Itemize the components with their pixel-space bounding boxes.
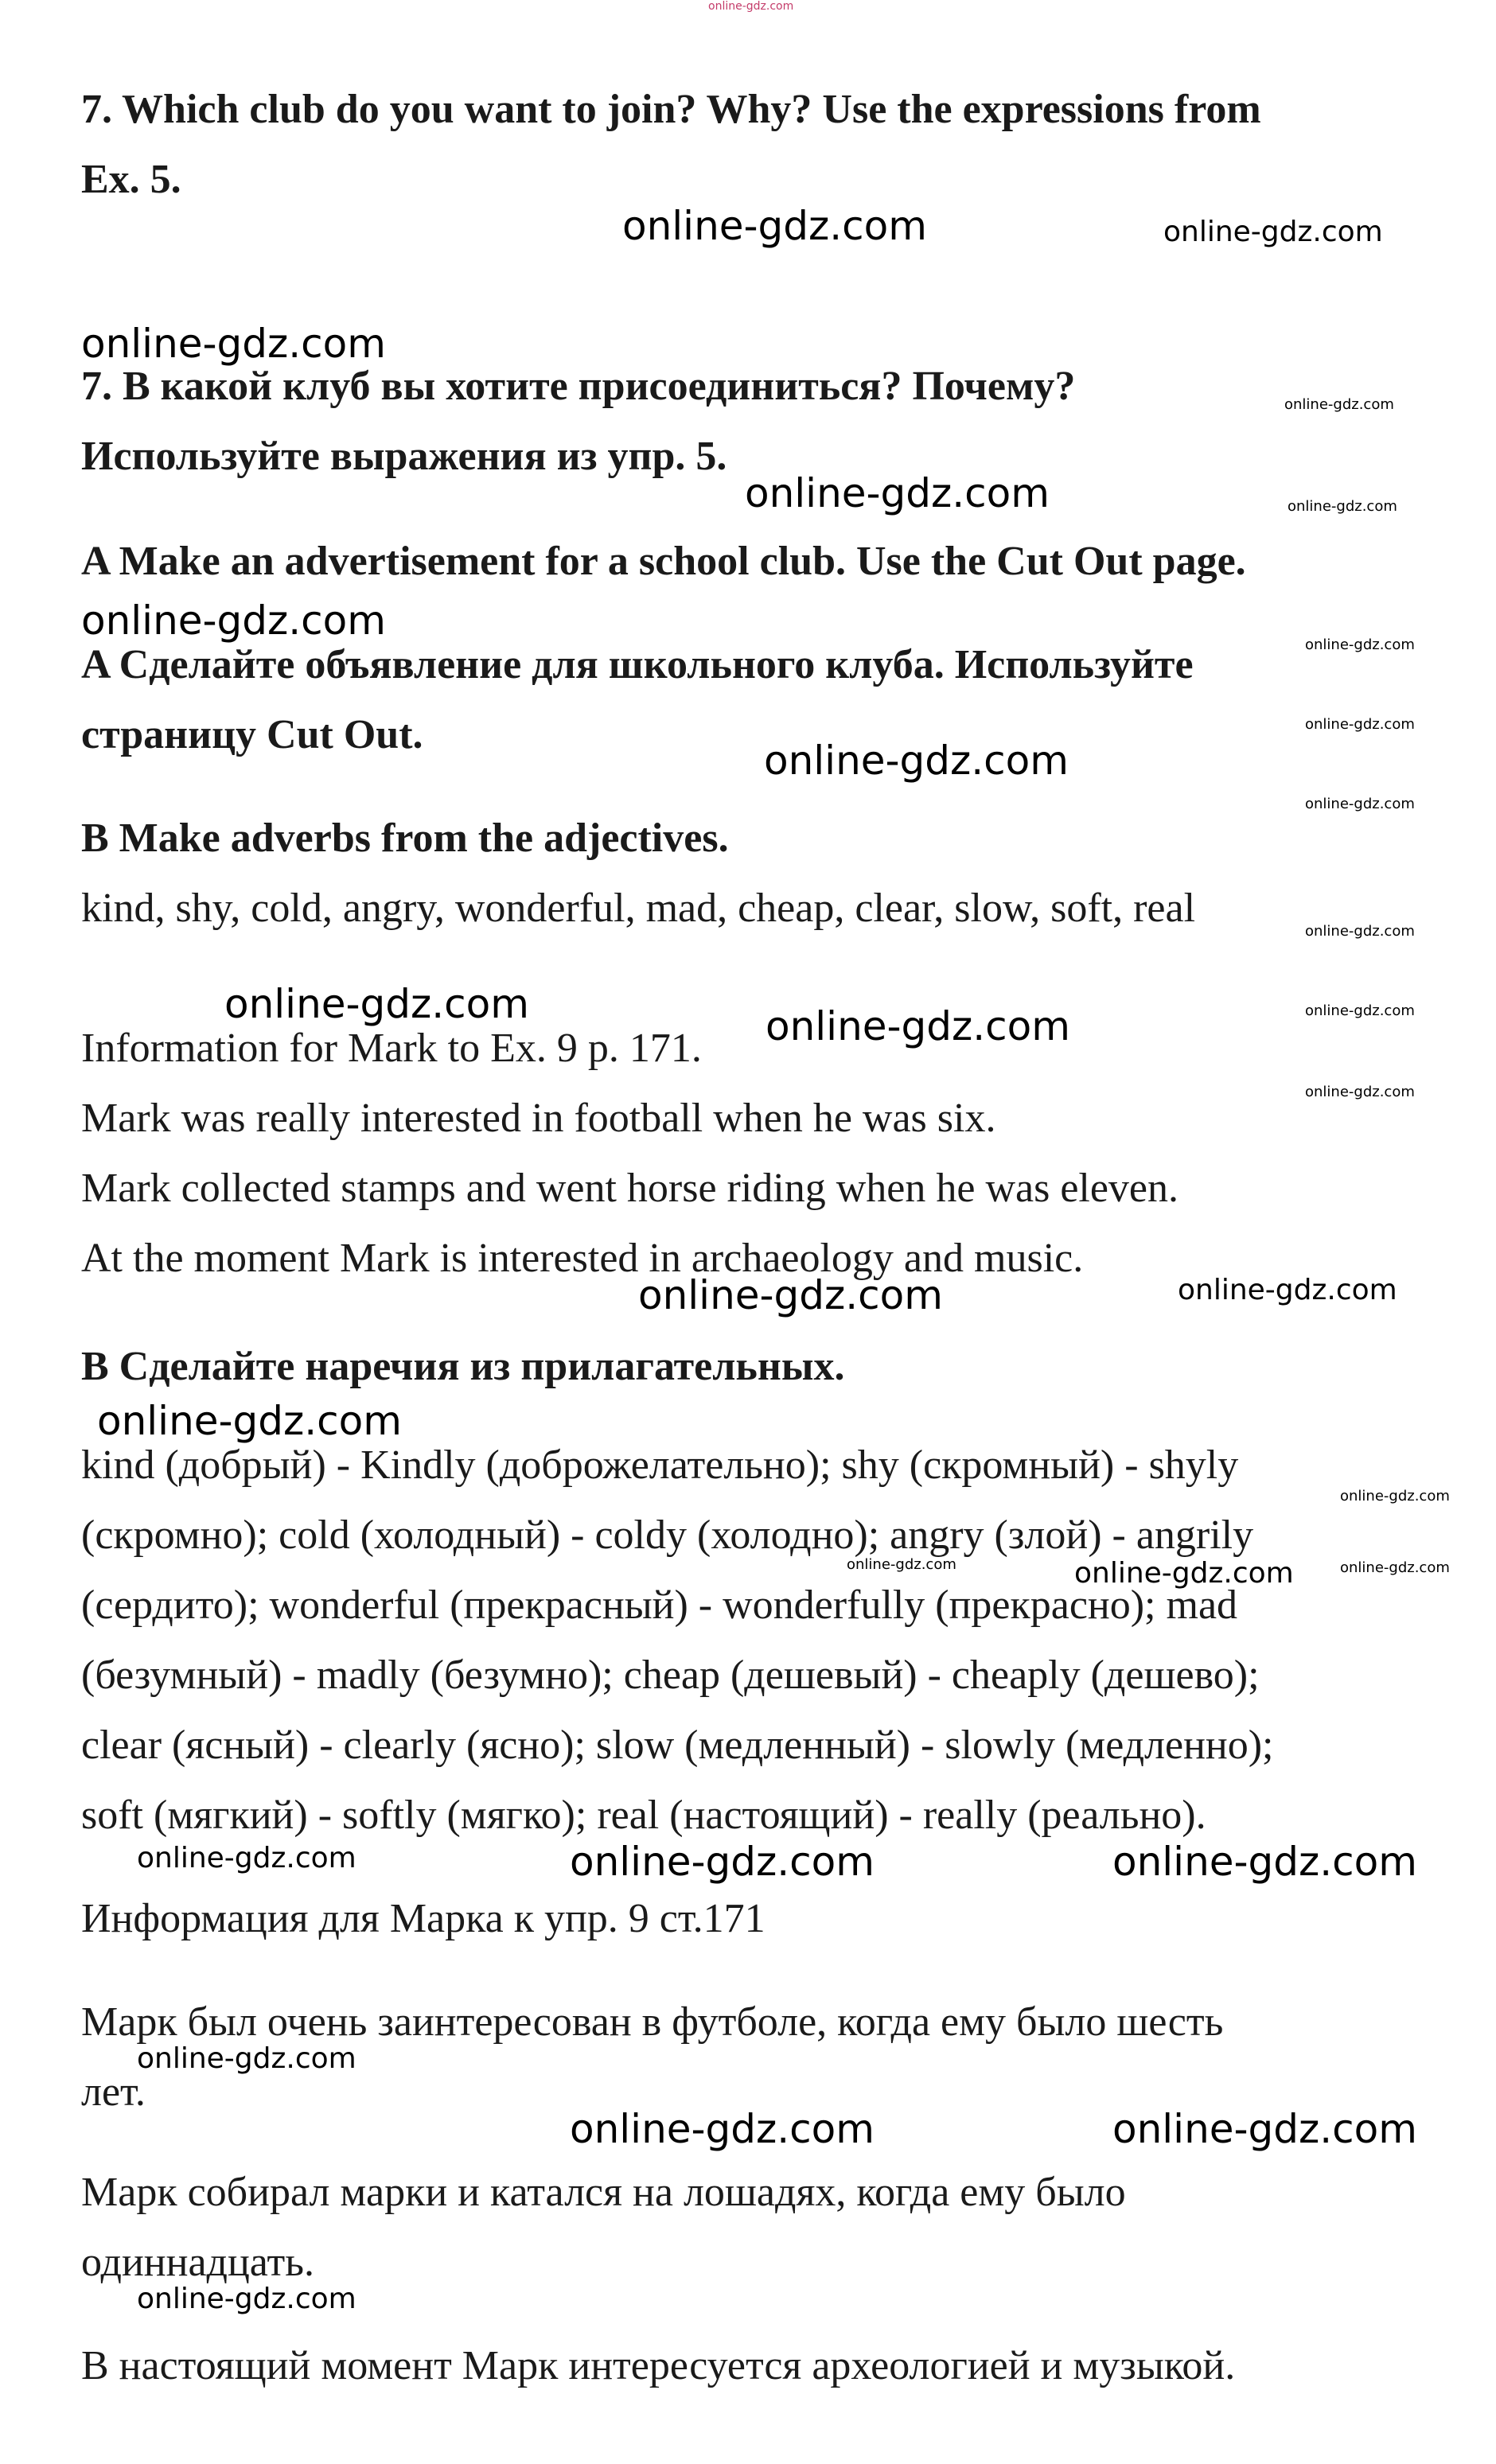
exercise-7-heading-ru-cont: Используйте выражения из упр. 5.	[81, 434, 727, 479]
adverbs-answer-line-4: (безумный) - madly (безумно); cheap (дешевый) - cheaply (дешево);	[81, 1652, 1260, 1698]
exercise-7-heading-en: 7. Which club do you want to join? Why? Use the expressions from	[81, 87, 1261, 132]
watermark: online-gdz.com	[1305, 796, 1415, 812]
watermark: online-gdz.com	[1305, 923, 1415, 940]
watermark: online-gdz.com	[1305, 716, 1415, 733]
watermark: online-gdz.com	[847, 1556, 956, 1573]
watermark: online-gdz.com	[224, 981, 529, 1027]
watermark: online-gdz.com	[1112, 2106, 1417, 2152]
task-b-heading-en: B Make adverbs from the adjectives.	[81, 815, 729, 861]
adverbs-answer-line-3: (сердито); wonderful (прекрасный) - wonderfully (прекрасно); mad	[81, 1582, 1238, 1628]
mark-info-ru-line-2-cont: одиннадцать.	[81, 2240, 314, 2285]
watermark: online-gdz.com	[1305, 1084, 1415, 1100]
watermark: online-gdz.com	[137, 2042, 356, 2075]
watermark: online-gdz.com	[1340, 1488, 1450, 1504]
task-a-heading-ru: A Сделайте объявление для школьного клуба. Используйте	[81, 642, 1194, 687]
mark-info-line-2: Mark collected stamps and went horse riding when he was eleven.	[81, 1166, 1179, 1211]
mark-info-ru-line-1-cont: лет.	[81, 2069, 146, 2115]
watermark: online-gdz.com	[97, 1398, 402, 1444]
adverbs-answer-line-5: clear (ясный) - clearly (ясно); slow (медленный) - slowly (медленно);	[81, 1722, 1274, 1768]
task-a-heading-ru-cont: страницу Cut Out.	[81, 712, 423, 757]
watermark: online-gdz.com	[81, 598, 386, 644]
mark-info-heading-ru: Информация для Марка к упр. 9 ст.171	[81, 1896, 766, 1941]
adverbs-answer-line-1: kind (добрый) - Kindly (доброжелательно); shy (скромный) - shyly	[81, 1442, 1239, 1488]
watermark: online-gdz.com	[1340, 1559, 1450, 1576]
exercise-7-heading-en-cont: Ex. 5.	[81, 157, 181, 202]
watermark: online-gdz.com	[137, 2283, 356, 2315]
watermark: online-gdz.com	[81, 321, 386, 367]
exercise-7-heading-ru: 7. В какой клуб вы хотите присоединиться? Почему?	[81, 364, 1076, 409]
watermark: online-gdz.com	[638, 1272, 943, 1318]
watermark: online-gdz.com	[764, 738, 1069, 784]
watermark: online-gdz.com	[1305, 1002, 1415, 1019]
task-a-heading-en: A Make an advertisement for a school club. Use the Cut Out page.	[81, 539, 1246, 584]
watermark: online-gdz.com	[1288, 498, 1397, 515]
mark-info-line-1: Mark was really interested in football when he was six.	[81, 1096, 996, 1141]
mark-info-heading-en: Information for Mark to Ex. 9 p. 171.	[81, 1026, 702, 1071]
mark-info-line-3: At the moment Mark is interested in archaeology and music.	[81, 1236, 1084, 1281]
adjectives-list: kind, shy, cold, angry, wonderful, mad, cheap, clear, slow, soft, real	[81, 886, 1196, 931]
watermark: online-gdz.com	[766, 1003, 1070, 1049]
watermark-top: online-gdz.com	[708, 0, 794, 13]
watermark: online-gdz.com	[137, 1842, 356, 1874]
watermark: online-gdz.com	[1178, 1274, 1397, 1306]
adverbs-answer-line-2: (скромно); cold (холодный) - coldy (холодно); angry (злой) - angrily	[81, 1512, 1254, 1558]
watermark: online-gdz.com	[1074, 1557, 1294, 1590]
watermark: online-gdz.com	[570, 2106, 875, 2152]
task-b-heading-ru: B Сделайте наречия из прилагательных.	[81, 1344, 845, 1389]
watermark: online-gdz.com	[745, 470, 1050, 516]
watermark: online-gdz.com	[622, 203, 927, 249]
watermark: online-gdz.com	[570, 1839, 875, 1885]
mark-info-ru-line-3: В настоящий момент Марк интересуется археологией и музыкой.	[81, 2343, 1236, 2388]
adverbs-answer-line-6: soft (мягкий) - softly (мягко); real (настоящий) - really (реально).	[81, 1793, 1206, 1838]
watermark: online-gdz.com	[1163, 216, 1383, 248]
mark-info-ru-line-1: Марк был очень заинтересован в футболе, когда ему было шесть	[81, 1999, 1224, 2045]
watermark: online-gdz.com	[1112, 1839, 1417, 1885]
watermark: online-gdz.com	[1305, 636, 1415, 653]
mark-info-ru-line-2: Марк собирал марки и катался на лошадях, когда ему было	[81, 2170, 1126, 2215]
watermark: online-gdz.com	[1284, 396, 1394, 413]
